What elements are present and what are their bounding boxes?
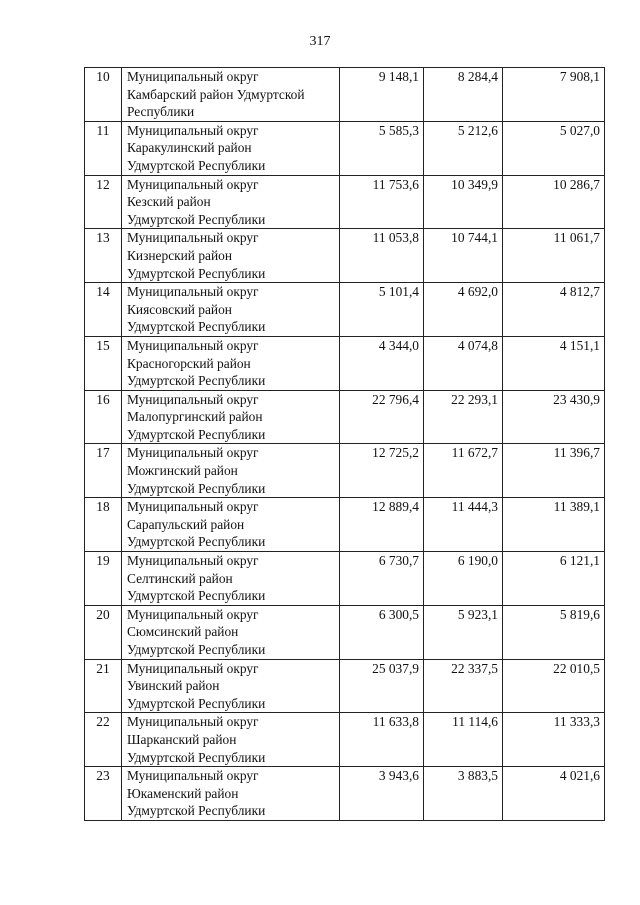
table-row — [85, 767, 605, 821]
municipality-name: Муниципальный округ Юкаменский район Удмуртской Республики — [122, 767, 340, 821]
value-col-3: 4 151,1 — [503, 336, 605, 390]
page-number: 317 — [309, 34, 331, 49]
row-number: 16 — [85, 390, 122, 444]
row-number: 23 — [85, 767, 122, 821]
table-row — [85, 498, 605, 552]
municipality-name: Муниципальный округ Киясовский район Удмуртской Республики — [122, 283, 340, 337]
value-col-1: 11 053,8 — [340, 229, 424, 283]
value-col-1: 5 101,4 — [340, 283, 424, 337]
value-col-1: 12 889,4 — [340, 498, 424, 552]
value-col-2: 11 672,7 — [424, 444, 503, 498]
row-number: 20 — [85, 605, 122, 659]
value-col-1: 11 753,6 — [340, 175, 424, 229]
value-col-3: 4 021,6 — [503, 767, 605, 821]
municipality-name: Муниципальный округ Кезский район Удмуртской Республики — [122, 175, 340, 229]
row-number: 12 — [85, 175, 122, 229]
table-row — [85, 229, 605, 283]
value-col-3: 6 121,1 — [503, 552, 605, 606]
value-col-3: 11 389,1 — [503, 498, 605, 552]
table-row — [85, 336, 605, 390]
value-col-2: 22 293,1 — [424, 390, 503, 444]
value-col-3: 4 812,7 — [503, 283, 605, 337]
municipality-name: Муниципальный округ Сарапульский район Удмуртской Республики — [122, 498, 340, 552]
value-col-3: 5 819,6 — [503, 605, 605, 659]
row-number: 22 — [85, 713, 122, 767]
municipality-name: Муниципальный округ Каракулинский район Удмуртской Республики — [122, 121, 340, 175]
value-col-1: 6 300,5 — [340, 605, 424, 659]
value-col-1: 22 796,4 — [340, 390, 424, 444]
value-col-3: 23 430,9 — [503, 390, 605, 444]
table-row — [85, 283, 605, 337]
value-col-3: 11 333,3 — [503, 713, 605, 767]
value-col-2: 11 114,6 — [424, 713, 503, 767]
value-col-2: 10 349,9 — [424, 175, 503, 229]
municipality-name: Муниципальный округ Сюмсинский район Удмуртской Республики — [122, 605, 340, 659]
municipality-name: Муниципальный округ Увинский район Удмуртской Республики — [122, 659, 340, 713]
row-number: 11 — [85, 121, 122, 175]
table-row — [85, 121, 605, 175]
value-col-1: 3 943,6 — [340, 767, 424, 821]
municipality-name: Муниципальный округ Красногорский район Удмуртской Республики — [122, 336, 340, 390]
municipality-name: Муниципальный округ Камбарский район Удмуртской Республики — [122, 68, 340, 122]
value-col-2: 5 212,6 — [424, 121, 503, 175]
table-row — [85, 713, 605, 767]
value-col-1: 11 633,8 — [340, 713, 424, 767]
value-col-3: 5 027,0 — [503, 121, 605, 175]
table-row — [85, 552, 605, 606]
table-body — [85, 68, 605, 821]
row-number: 17 — [85, 444, 122, 498]
municipality-name: Муниципальный округ Малопургинский район Удмуртской Республики — [122, 390, 340, 444]
value-col-2: 3 883,5 — [424, 767, 503, 821]
value-col-1: 5 585,3 — [340, 121, 424, 175]
value-col-3: 10 286,7 — [503, 175, 605, 229]
row-number: 15 — [85, 336, 122, 390]
value-col-2: 22 337,5 — [424, 659, 503, 713]
table-row — [85, 659, 605, 713]
value-col-2: 4 074,8 — [424, 336, 503, 390]
value-col-3: 11 396,7 — [503, 444, 605, 498]
value-col-2: 6 190,0 — [424, 552, 503, 606]
row-number: 10 — [85, 68, 122, 122]
value-col-3: 7 908,1 — [503, 68, 605, 122]
row-number: 18 — [85, 498, 122, 552]
value-col-1: 25 037,9 — [340, 659, 424, 713]
value-col-3: 11 061,7 — [503, 229, 605, 283]
municipality-name: Муниципальный округ Кизнерский район Удмуртской Республики — [122, 229, 340, 283]
municipality-name: Муниципальный округ Можгинский район Удмуртской Республики — [122, 444, 340, 498]
value-col-2: 5 923,1 — [424, 605, 503, 659]
table-row — [85, 175, 605, 229]
municipality-name: Муниципальный округ Селтинский район Удмуртской Республики — [122, 552, 340, 606]
value-col-2: 4 692,0 — [424, 283, 503, 337]
table-row — [85, 444, 605, 498]
table-row — [85, 68, 605, 122]
municipality-name: Муниципальный округ Шарканский район Удмуртской Республики — [122, 713, 340, 767]
value-col-2: 11 444,3 — [424, 498, 503, 552]
value-col-1: 4 344,0 — [340, 336, 424, 390]
value-col-2: 8 284,4 — [424, 68, 503, 122]
row-number: 13 — [85, 229, 122, 283]
table-row — [85, 390, 605, 444]
value-col-2: 10 744,1 — [424, 229, 503, 283]
value-col-1: 12 725,2 — [340, 444, 424, 498]
row-number: 21 — [85, 659, 122, 713]
row-number: 14 — [85, 283, 122, 337]
row-number: 19 — [85, 552, 122, 606]
value-col-1: 6 730,7 — [340, 552, 424, 606]
budget-table — [84, 67, 605, 821]
value-col-1: 9 148,1 — [340, 68, 424, 122]
table-row — [85, 605, 605, 659]
value-col-3: 22 010,5 — [503, 659, 605, 713]
